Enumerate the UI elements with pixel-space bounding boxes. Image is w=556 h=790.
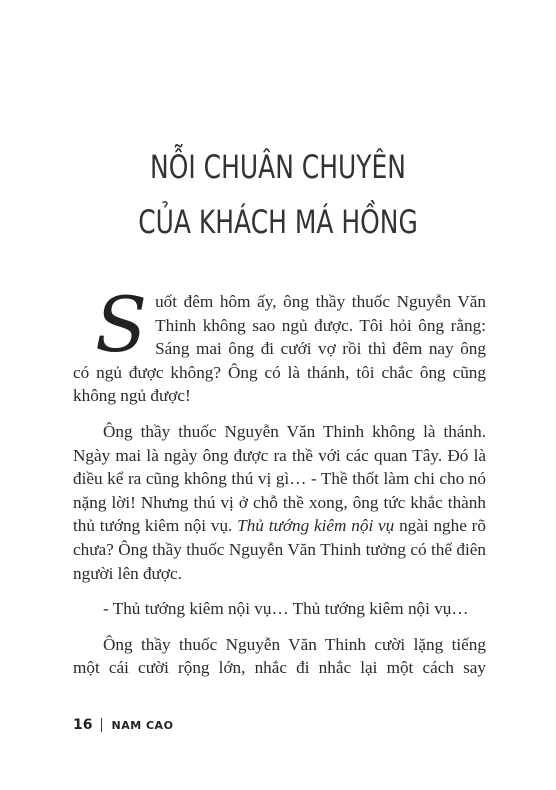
footer-divider	[101, 718, 102, 732]
paragraph-1	[73, 280, 486, 408]
chapter-title-line-2: CỦA KHÁCH MÁ HỒNG	[138, 203, 418, 241]
chapter-title-line-1: NỖI CHUÂN CHUYÊN	[150, 148, 406, 186]
page-footer	[73, 717, 173, 733]
body-text	[73, 280, 486, 680]
page-number: 16	[73, 717, 93, 733]
paragraph-2-text-b: ngài nghe rõ chưa? Ông thầy thuốc Nguyễn Văn Thinh tưởng có thể điên người lên được.	[73, 516, 486, 583]
paragraph-2-italic: Thủ tướng kiêm nội vụ	[237, 516, 395, 536]
paragraph-1-line-5: không ngủ được!	[73, 386, 191, 406]
paragraph-1-line-2: Thinh không sao ngủ được. Tôi hỏi ông rằng:	[155, 315, 486, 335]
paragraph-2	[73, 420, 486, 585]
paragraph-1-line-1: uốt đêm hôm ấy, ông thầy thuốc Nguyễn Văn	[155, 292, 486, 311]
author-name: NAM CAO	[111, 718, 174, 732]
paragraph-1-line-4: có ngủ được không? Ông có là thánh, tôi chắc ông cũng	[73, 362, 486, 382]
paragraph-1-line-3: Sáng mai ông đi cưới vợ rồi thì đêm nay ông	[155, 339, 486, 359]
paragraph-3: - Thủ tướng kiêm nội vụ… Thủ tướng kiêm nội vụ…	[103, 599, 469, 619]
paragraph-4-line-2: một cái cười rộng lớn, nhắc đi nhắc lại một cách say	[73, 658, 486, 678]
paragraph-4	[73, 633, 486, 680]
drop-cap: S	[95, 280, 148, 369]
paragraph-4-line-1: Ông thầy thuốc Nguyễn Văn Thinh cười lặng tiếng	[103, 634, 486, 654]
paragraph-2-text-a: Ông thầy thuốc Nguyễn Văn Thinh không là thánh. Ngày mai là ngày ông được ra thề với các quan Tây. Đó là điều kể ra cũng không thú vị gì… - Thề thốt làm chi cho nó nặng lời! Nhưng thú vị ở chỗ thề xong, ông tức khắc thành thủ tướng kiêm nội vụ.	[73, 421, 486, 536]
